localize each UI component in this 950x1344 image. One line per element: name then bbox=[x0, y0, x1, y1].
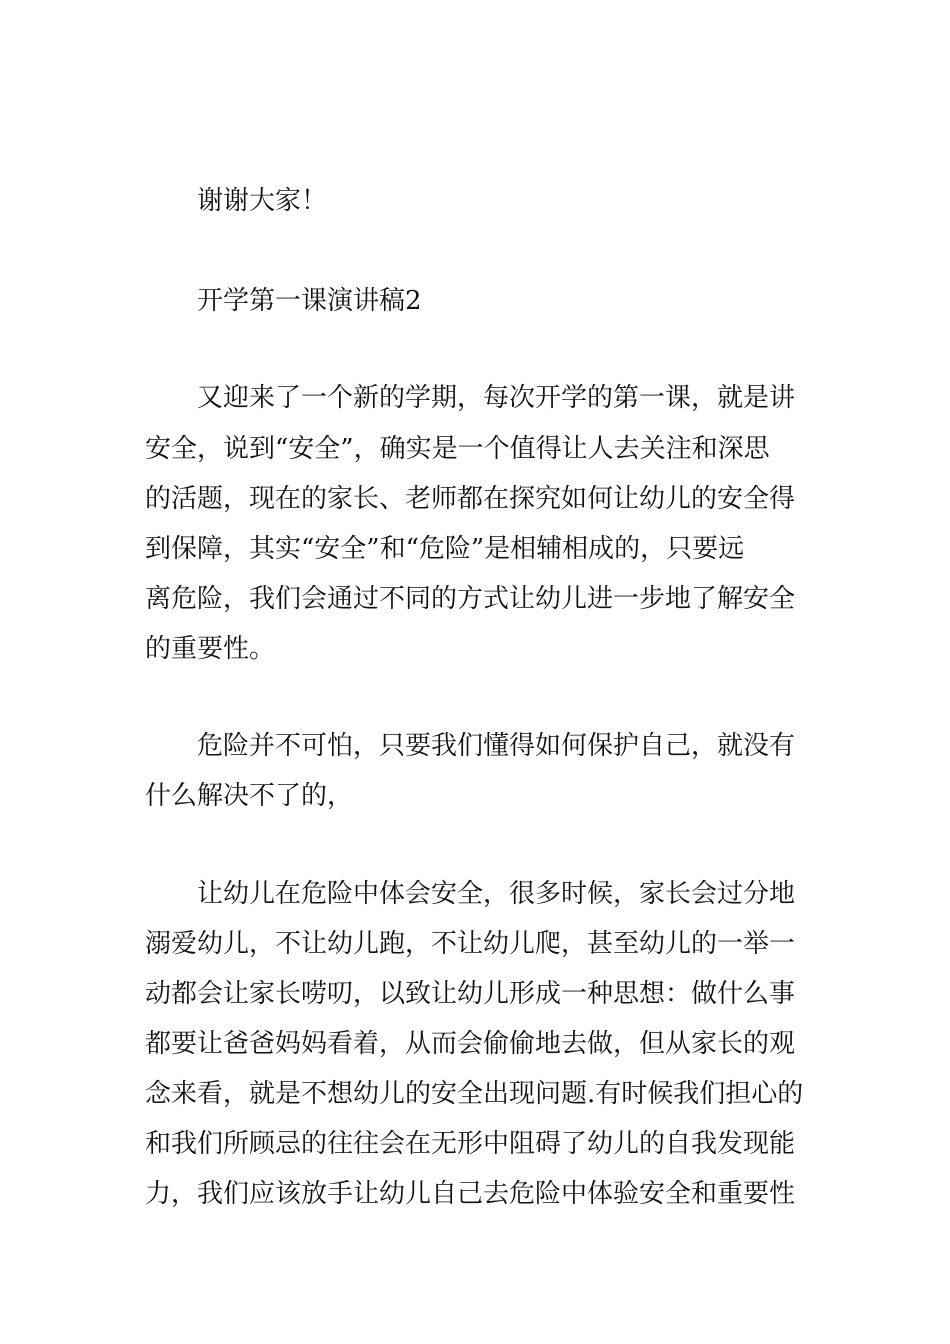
paragraph-line: 都要让爸爸妈妈看着，从而会偷偷地去做，但从家长的观 bbox=[145, 1029, 796, 1059]
paragraph-line: 的重要性。 bbox=[145, 634, 276, 664]
paragraph-line: 又迎来了一个新的学期，每次开学的第一课，就是讲 bbox=[197, 383, 796, 413]
paragraph-line: 离危险，我们会通过不同的方式让幼儿进一步地了解安全 bbox=[145, 584, 796, 614]
paragraph-line: 溺爱幼儿，不让幼儿跑，不让幼儿爬，甚至幼儿的一举一 bbox=[145, 929, 796, 959]
paragraph-line: 安全，说到“安全”，确实是一个值得让人去关注和深思 bbox=[145, 434, 770, 464]
paragraph-line: 念来看，就是不想幼儿的安全出现问题.有时候我们担心的 bbox=[145, 1079, 804, 1109]
paragraph-line: 什么解决不了的， bbox=[145, 781, 354, 811]
paragraph-line: 让幼儿在危险中体会安全，很多时候，家长会过分地 bbox=[197, 879, 796, 909]
paragraph-line: 到保障，其实“安全”和“危险”是相辅相成的，只要远 bbox=[145, 534, 745, 564]
paragraph-line: 危险并不可怕，只要我们懂得如何保护自己，就没有 bbox=[197, 731, 796, 761]
closing-line: 谢谢大家！ bbox=[197, 186, 328, 216]
paragraph-line: 和我们所顾忌的往往会在无形中阻碍了幼儿的自我发现能 bbox=[145, 1129, 796, 1159]
speech-heading: 开学第一课演讲稿2 bbox=[197, 286, 422, 316]
paragraph-line: 动都会让家长唠叨，以致让幼儿形成一种思想：做什么事 bbox=[145, 979, 796, 1009]
paragraph-line: 的活题，现在的家长、老师都在探究如何让幼儿的安全得 bbox=[145, 484, 796, 514]
paragraph-line: 力，我们应该放手让幼儿自己去危险中体验安全和重要性 bbox=[145, 1179, 796, 1209]
